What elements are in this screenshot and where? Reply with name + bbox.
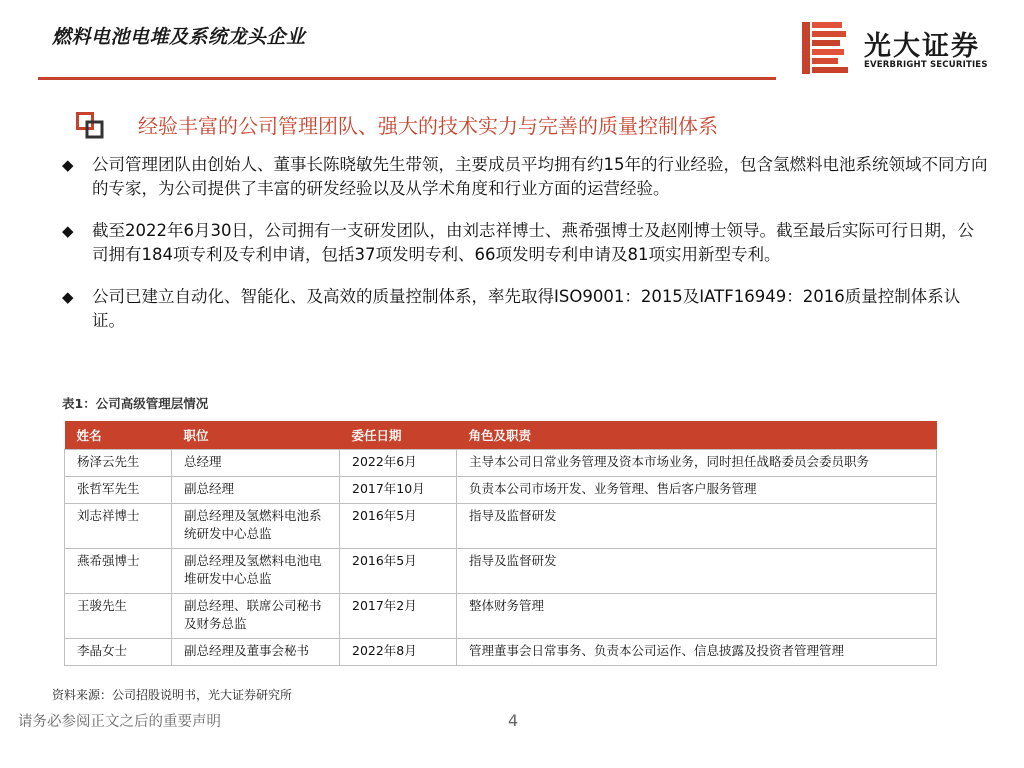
bullet-text: 公司已建立自动化、智能化、及高效的质量控制体系，率先取得ISO9001：2015及IATF16949：2016质量控制体系认证。 [92, 287, 961, 330]
cell-name: 李晶女士 [65, 639, 172, 666]
diamond-bullet-icon: ◆ [62, 288, 74, 306]
logo-text-cn: 光大证券 [864, 31, 980, 62]
cell-position: 副总经理及董事会秘书 [172, 639, 340, 666]
table-row [65, 549, 937, 594]
footer-disclaimer: 请务必参阅正文之后的重要声明 [18, 714, 221, 730]
bullet-item [60, 285, 990, 333]
table-row [65, 477, 937, 504]
cell-name: 杨泽云先生 [65, 450, 172, 477]
table-row [65, 594, 937, 639]
cell-role: 主导本公司日常业务管理及资本市场业务，同时担任战略委员会委员职务 [457, 450, 937, 477]
table-row [65, 450, 937, 477]
cell-date: 2016年5月 [340, 504, 457, 549]
bullet-text: 公司管理团队由创始人、董事长陈晓敏先生带领，主要成员平均拥有约15年的行业经验，包含氢燃料电池系统领域不同方向的专家，为公司提供了丰富的研发经验以及从学术角度和行业方面的运营经验。 [92, 155, 988, 198]
table-caption: 表1：公司高级管理层情况 [62, 396, 209, 411]
cell-position: 副总经理 [172, 477, 340, 504]
section-square-icon [76, 112, 106, 140]
logo-text-en: EVERBRIGHT SECURITIES [864, 60, 988, 70]
header-title: 燃料电池电堆及系统龙头企业 [52, 26, 306, 48]
cell-name: 王骏先生 [65, 594, 172, 639]
column-header: 角色及职责 [457, 421, 937, 450]
brand-logo [802, 22, 1002, 78]
source-note: 资料来源：公司招股说明书，光大证券研究所 [52, 688, 293, 702]
column-header: 职位 [172, 421, 340, 450]
bullet-item [60, 219, 990, 267]
cell-name: 燕希强博士 [65, 549, 172, 594]
bullet-item [60, 153, 990, 201]
column-header: 委任日期 [340, 421, 457, 450]
cell-date: 2017年10月 [340, 477, 457, 504]
cell-role: 指导及监督研发 [457, 549, 937, 594]
table-header-row [65, 421, 937, 450]
cell-name: 刘志祥博士 [65, 504, 172, 549]
table-row [65, 504, 937, 549]
cell-position: 副总经理及氢燃料电池电堆研发中心总监 [172, 549, 340, 594]
management-table [64, 421, 937, 666]
diamond-bullet-icon: ◆ [62, 156, 74, 174]
cell-role: 管理董事会日常事务、负责本公司运作、信息披露及投资者管理管理 [457, 639, 937, 666]
table-row [65, 639, 937, 666]
cell-role: 负责本公司市场开发、业务管理、售后客户服务管理 [457, 477, 937, 504]
column-header: 姓名 [65, 421, 172, 450]
header-divider [38, 77, 776, 80]
everbright-logo-icon [802, 22, 848, 74]
page-number: 4 [508, 711, 519, 730]
section-title: 经验丰富的公司管理团队、强大的技术实力与完善的质量控制体系 [138, 114, 718, 138]
cell-position: 总经理 [172, 450, 340, 477]
cell-date: 2017年2月 [340, 594, 457, 639]
cell-date: 2022年6月 [340, 450, 457, 477]
bullet-text: 截至2022年6月30日，公司拥有一支研发团队，由刘志祥博士、燕希强博士及赵刚博士领导。截至最后实际可行日期，公司拥有184项专利及专利申请，包括37项发明专利、66项发明专利申请及81项实用新型专利。 [92, 221, 974, 264]
bullet-list [60, 153, 990, 351]
cell-role: 整体财务管理 [457, 594, 937, 639]
cell-date: 2016年5月 [340, 549, 457, 594]
diamond-bullet-icon: ◆ [62, 222, 74, 240]
cell-position: 副总经理、联席公司秘书及财务总监 [172, 594, 340, 639]
cell-name: 张哲军先生 [65, 477, 172, 504]
cell-role: 指导及监督研发 [457, 504, 937, 549]
cell-date: 2022年8月 [340, 639, 457, 666]
cell-position: 副总经理及氢燃料电池系统研发中心总监 [172, 504, 340, 549]
